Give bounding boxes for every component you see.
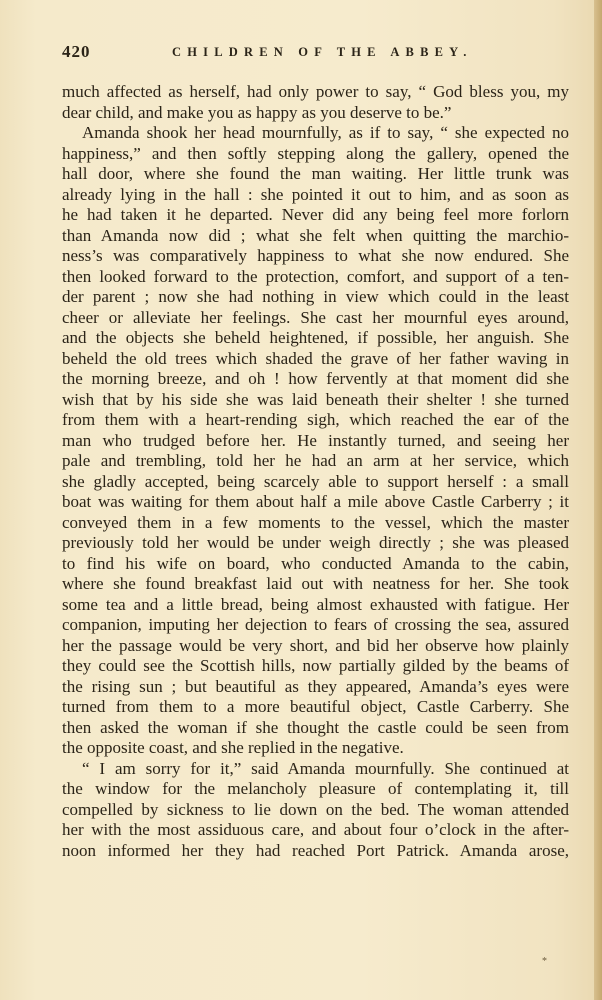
text-line: Amanda shook her head mournfully, as if to say, “ she expected no [82,123,569,142]
text-line: much affected as herself, had only power to say, “ God bless you, my [62,82,569,101]
text-line: some tea and a little bread, being almost exhausted with fatigue. Her [62,594,569,614]
text-line: the window for the melancholy pleasure of contemplating it, till [62,779,569,798]
text-line: the rising sun ; but beautiful as they appeared, Amanda’s eyes were [62,676,569,696]
text-line: ness’s was comparatively happiness to what she now endured. She [62,246,569,265]
text-line: then asked the woman if she thought the castle could be seen from [62,717,569,737]
text-line: der parent ; now she had nothing in view which could in the least [62,287,569,306]
running-title: CHILDREN OF THE ABBEY. [172,45,473,59]
text-line: previously told her would be under weigh directly ; she was pleased [62,533,569,552]
text-line: then looked forward to the protection, comfort, and support of a ten- [62,266,569,286]
page-number: 420 [62,42,91,61]
text-line: pale and trembling, told her he had an arm at her service, which [62,451,569,470]
text-line: he had taken it he departed. Never did any being feel more forlorn [62,205,569,224]
text-line: “ I am sorry for it,” said Amanda mournfully. She continued at [82,758,569,778]
text-line: wish that by his side she was laid beneath their shelter ! she turned [62,389,569,409]
text-line: and the objects she beheld heightened, if possible, her anguish. She [62,328,569,347]
text-line: to find his wife on board, who conducted Amanda to the cabin, [62,553,569,573]
text-line: dear child, and make you as happy as you deserve to be.” [62,102,452,122]
text-line: happiness,” and then softly stepping along the gallery, opened the [62,143,569,163]
body-text [62,82,569,861]
page-header [62,42,562,66]
text-line: companion, imputing her dejection to fears of crossing the sea, assured [62,615,569,634]
text-line: hall door, where she found the man waiting. Her little trunk was [62,164,569,183]
page-edge [594,0,602,1000]
text-line: where she found breakfast laid out with neatness for her. She took [62,574,569,593]
text-line: the morning breeze, and oh ! how fervently at that moment did she [62,369,569,388]
footer-mark: * [542,956,547,967]
text-line: the opposite coast, and she replied in the negative. [62,738,404,757]
text-line: from them with a heart-rending sigh, which reached the ear of the [62,410,569,429]
text-line: cheer or alleviate her feelings. She cast her mournful eyes around, [62,307,569,327]
text-line: turned from them to a more beautiful object, Castle Carberry. She [62,697,569,716]
text-line: conveyed them in a few moments to the vessel, which the master [62,512,569,532]
text-line: she gladly accepted, being scarcely able to support herself : a small [62,471,569,491]
text-line: than Amanda now did ; what she felt when quitting the marchio- [62,225,569,245]
text-line: her with the most assiduous care, and about four o’clock in the after- [62,820,569,839]
text-line: man who trudged before her. He instantly turned, and seeing her [62,430,569,450]
text-line: beheld the old trees which shaded the grave of her father waving in [62,348,569,368]
text-line: they could see the Scottish hills, now partially gilded by the beams of [62,656,569,675]
text-line: boat was waiting for them about half a mile above Castle Carberry ; it [62,492,569,511]
text-line: compelled by sickness to lie down on the bed. The woman attended [62,799,569,819]
text-line: noon informed her they had reached Port Patrick. Amanda arose, [62,840,569,860]
text-line: her the passage would be very short, and bid her observe how plainly [62,635,569,655]
text-line: already lying in the hall : she pointed it out to him, and as soon as [62,184,569,204]
